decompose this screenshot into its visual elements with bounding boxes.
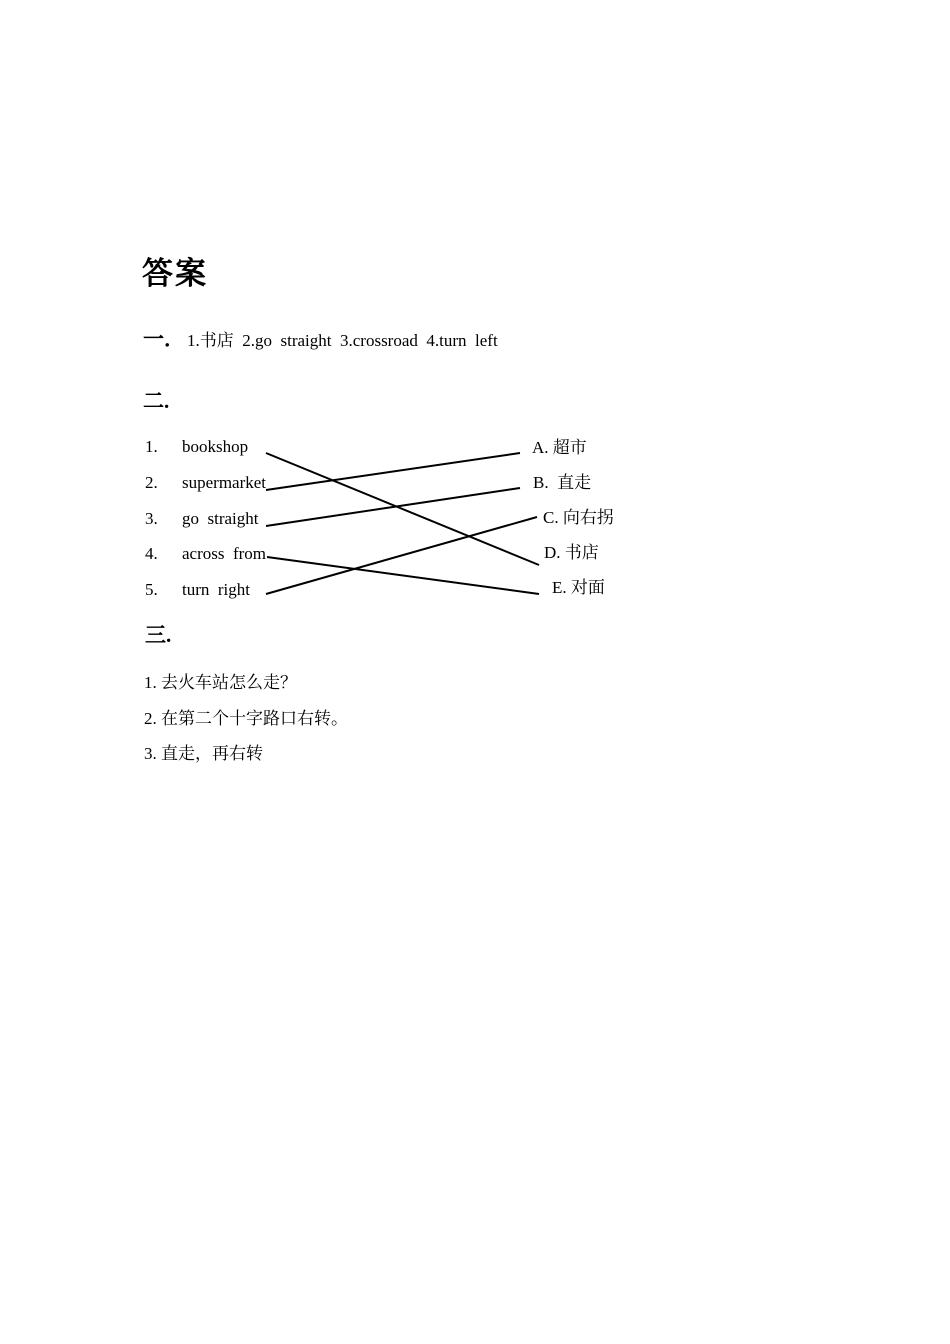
matching-lines — [0, 435, 950, 610]
match-left-item-5 — [145, 580, 250, 600]
section-three-item-3: 3. 直走，再右转 — [144, 744, 263, 763]
match-right-item-b: B. 直走 — [533, 473, 592, 492]
match-right-item-c: C. 向右拐 — [543, 508, 614, 527]
match-right-item-a: A. 超市 — [532, 438, 587, 457]
match-right-item-d: D. 书店 — [544, 543, 599, 562]
match-right-item-e: E. 对面 — [552, 578, 605, 597]
match-left-item-2 — [145, 473, 266, 493]
matching-exercise — [0, 435, 950, 610]
section-one-answers: 1.书店 2.go straight 3.crossroad 4.turn left — [187, 331, 498, 350]
section-one — [143, 323, 498, 353]
section-three-item-1: 1. 去火车站怎么走？ — [144, 673, 297, 692]
match-line-2-A — [266, 453, 520, 490]
match-line-5-C — [266, 517, 537, 594]
page-title: 答案 — [142, 256, 208, 291]
match-left-num-3: 3. — [145, 509, 158, 528]
match-left-num-4: 4. — [145, 544, 158, 563]
match-left-label-4: across from — [182, 544, 267, 563]
match-left-label-5: turn right — [182, 580, 250, 599]
section-three-marker: 三. — [145, 623, 172, 647]
match-left-label-2: supermarket — [182, 473, 267, 492]
match-left-item-3 — [145, 509, 259, 529]
section-two-marker: 二. — [143, 389, 170, 413]
match-left-num-1: 1. — [145, 437, 158, 456]
match-left-label-3: go straight — [182, 509, 259, 528]
section-three-item-2: 2. 在第二个十字路口右转。 — [144, 709, 348, 728]
section-one-marker: 一． — [143, 327, 185, 351]
match-left-num-5: 5. — [145, 580, 158, 599]
match-line-4-E — [267, 557, 539, 594]
match-left-num-2: 2. — [145, 473, 158, 492]
match-left-item-1 — [145, 437, 248, 457]
match-line-3-B — [266, 488, 520, 526]
match-left-label-1: bookshop — [182, 437, 249, 456]
match-left-item-4 — [145, 544, 266, 564]
